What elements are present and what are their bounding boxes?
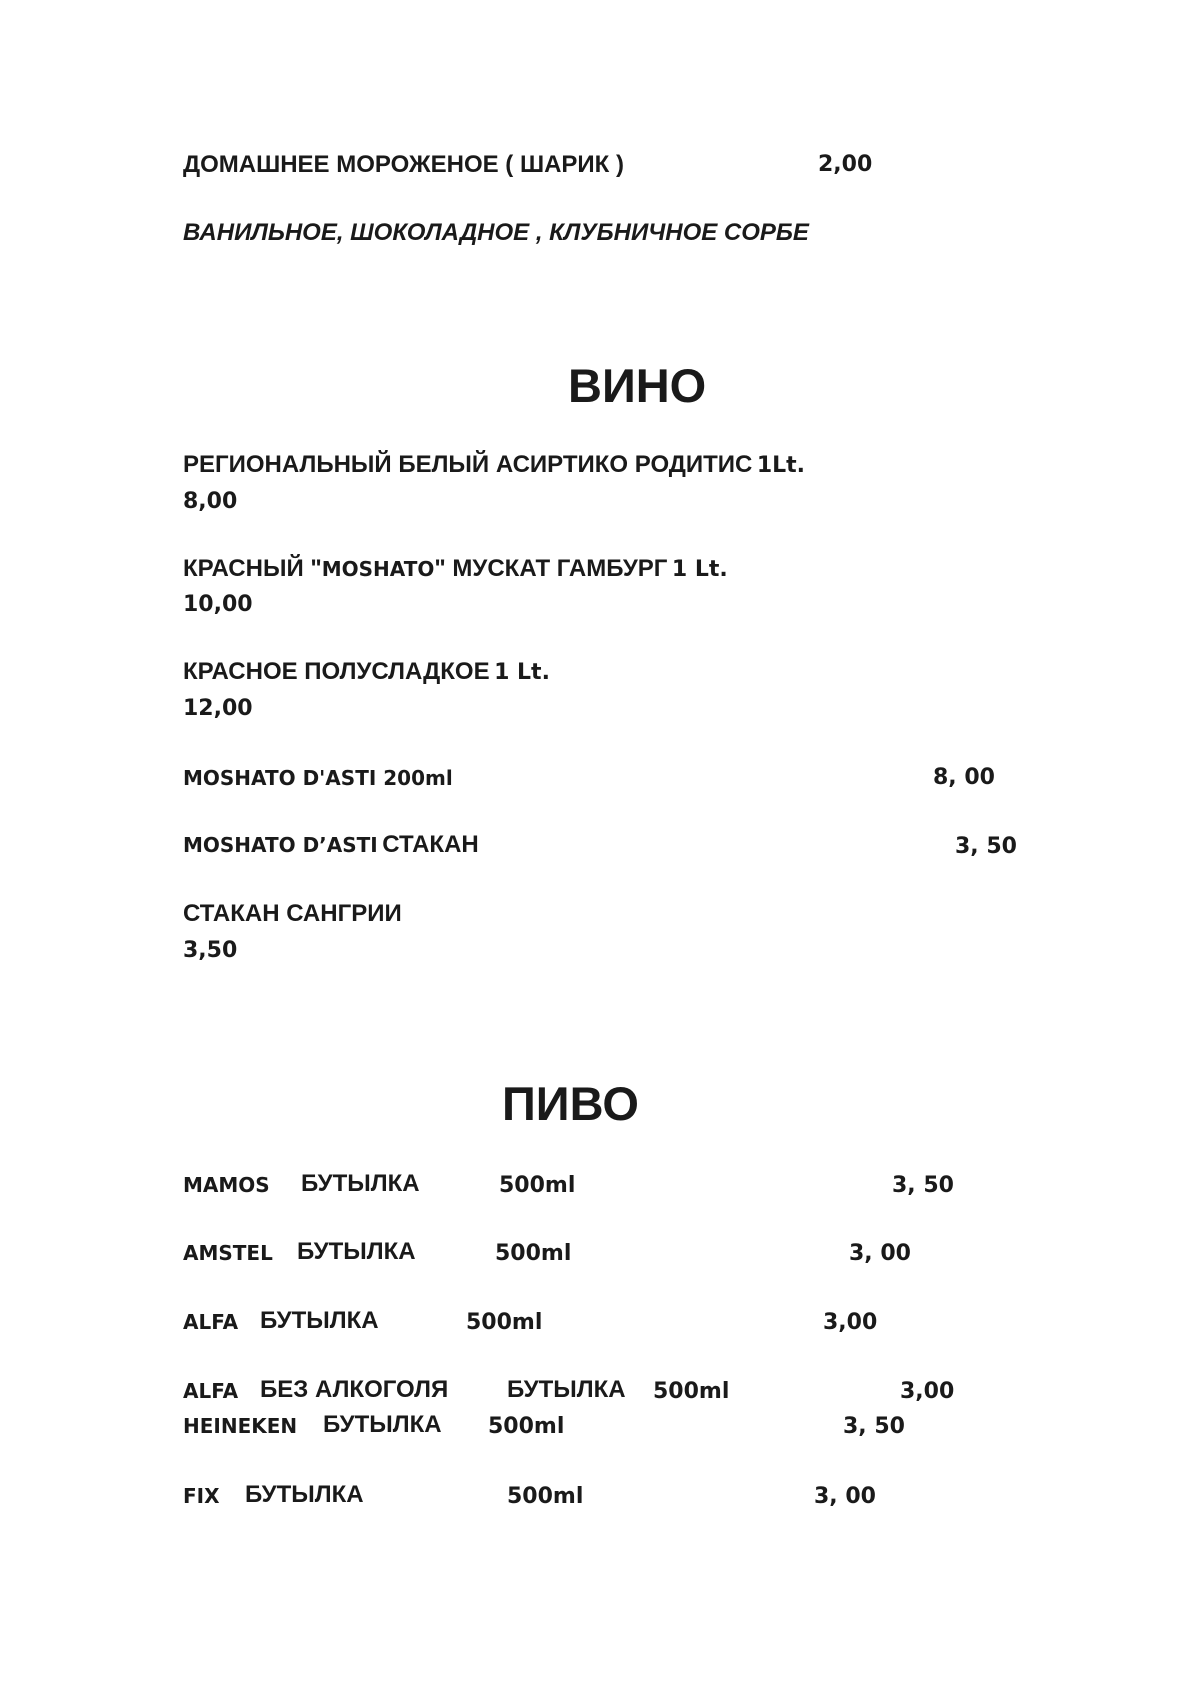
beer-item-6-type: БУТЫЛКА xyxy=(245,1481,364,1508)
beer-item-4-type2: БУТЫЛКА xyxy=(507,1376,626,1403)
wine-item-3-name: КРАСНОЕ ПОЛУСЛАДКОЕ xyxy=(183,658,490,685)
wine-item-1 xyxy=(183,453,805,477)
beer-item-2-price: 3, 00 xyxy=(849,1241,911,1266)
wine-item-2-name-b: " МУСКАТ ГАМБУРГ xyxy=(434,555,668,582)
beer-item-5-volume: 500ml xyxy=(488,1414,565,1439)
wine-item-1-volume: 1Lt. xyxy=(756,453,806,478)
wine-item-5-brand: MOSHATO D’ASTI xyxy=(183,833,378,857)
wine-item-2 xyxy=(183,557,728,581)
beer-item-2-brand: AMSTEL xyxy=(183,1241,273,1265)
wine-item-2-volume: 1 Lt. xyxy=(671,557,728,582)
wine-heading: ВИНО xyxy=(568,359,707,412)
beer-item-1-volume: 500ml xyxy=(499,1173,576,1198)
wine-item-5-name: СТАКАН xyxy=(382,831,479,858)
wine-item-1-name: РЕГИОНАЛЬНЫЙ БЕЛЫЙ АСИРТИКО РОДИТИС xyxy=(183,451,753,478)
icecream-flavors: ВАНИЛЬНОЕ, ШОКОЛАДНОЕ , КЛУБНИЧНОЕ СОРБЕ xyxy=(183,219,809,246)
wine-item-5 xyxy=(183,833,479,857)
beer-item-6-brand: FIX xyxy=(183,1484,220,1508)
icecream-price: 2,00 xyxy=(818,152,873,177)
beer-item-3-type: БУТЫЛКА xyxy=(260,1307,379,1334)
wine-item-2-name-a: КРАСНЫЙ " xyxy=(183,555,322,582)
beer-heading: ПИВО xyxy=(502,1077,639,1130)
wine-item-4-price: 8, 00 xyxy=(933,765,995,790)
wine-item-6-name: СТАКАН САНГРИИ xyxy=(183,900,402,927)
beer-item-5-price: 3, 50 xyxy=(843,1414,905,1439)
beer-item-3-price: 3,00 xyxy=(823,1310,878,1335)
beer-item-4-price: 3,00 xyxy=(900,1379,955,1404)
wine-item-4-name: MOSHATO D'ASTI 200ml xyxy=(183,766,453,790)
wine-item-2-price: 10,00 xyxy=(183,592,253,617)
icecream-title: ДОМАШНЕЕ МОРОЖЕНОЕ ( ШАРИК ) xyxy=(183,151,624,178)
beer-item-4-brand: ALFA xyxy=(183,1379,239,1403)
beer-item-1-type: БУТЫЛКА xyxy=(301,1170,420,1197)
beer-item-1-price: 3, 50 xyxy=(892,1173,954,1198)
wine-item-6-price: 3,50 xyxy=(183,938,238,963)
beer-item-6-volume: 500ml xyxy=(507,1484,584,1509)
wine-item-5-price: 3, 50 xyxy=(955,834,1017,859)
wine-item-3-price: 12,00 xyxy=(183,696,253,721)
beer-item-2-type: БУТЫЛКА xyxy=(297,1238,416,1265)
beer-item-5-type: БУТЫЛКА xyxy=(323,1411,442,1438)
beer-item-4-volume: 500ml xyxy=(653,1379,730,1404)
beer-item-2-volume: 500ml xyxy=(495,1241,572,1266)
wine-item-3-volume: 1 Lt. xyxy=(494,660,550,685)
wine-item-1-price: 8,00 xyxy=(183,489,238,514)
beer-item-3-brand: ALFA xyxy=(183,1310,239,1334)
wine-item-2-brand: MOSHATO xyxy=(321,557,435,581)
beer-item-1-brand: MAMOS xyxy=(183,1173,270,1197)
beer-item-6-price: 3, 00 xyxy=(814,1484,876,1509)
beer-item-5-brand: HEINEKEN xyxy=(183,1414,298,1438)
beer-item-3-volume: 500ml xyxy=(466,1310,543,1335)
beer-item-4-type: БЕЗ АЛКОГОЛЯ xyxy=(260,1376,449,1403)
wine-item-3 xyxy=(183,660,550,684)
